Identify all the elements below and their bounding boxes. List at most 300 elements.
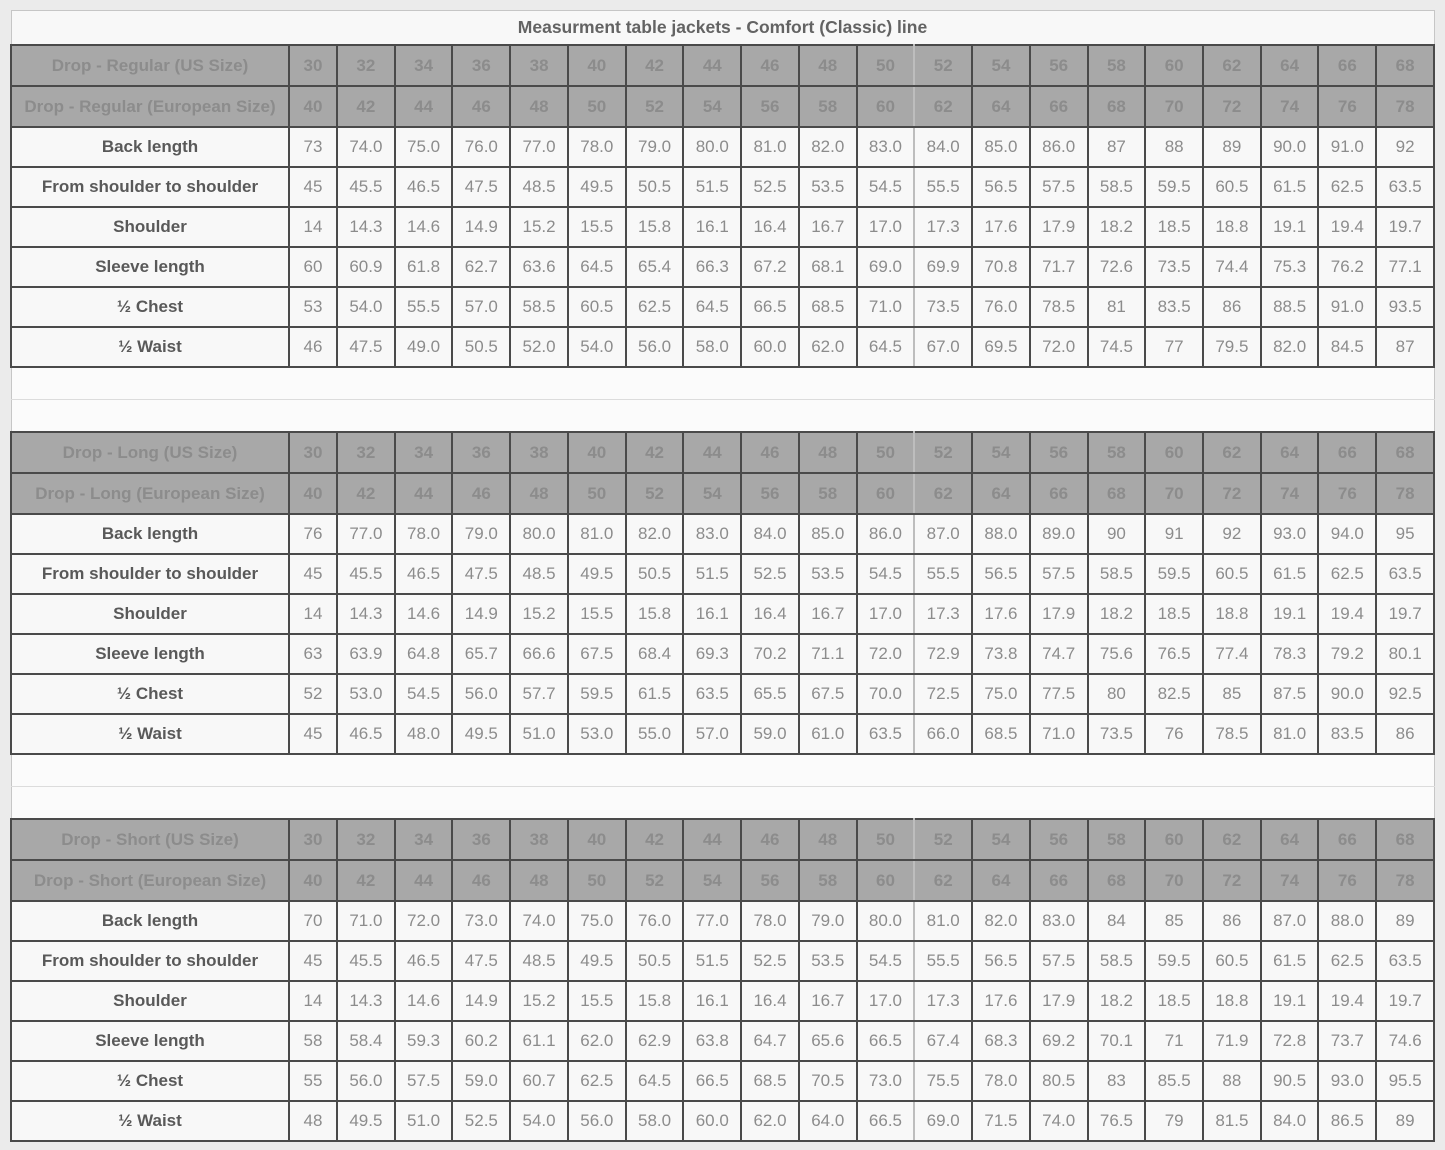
- value-cell: 14.9: [452, 981, 510, 1021]
- value-cell: 70.0: [857, 674, 915, 714]
- size-cell: 40: [289, 86, 337, 127]
- value-cell: 71.5: [972, 1101, 1030, 1141]
- value-cell: 91.0: [1318, 287, 1376, 327]
- value-cell: 79: [1145, 1101, 1203, 1141]
- value-cell: 16.7: [799, 207, 857, 247]
- size-header-row: [11, 86, 1434, 127]
- row-label: From shoulder to shoulder: [11, 941, 289, 981]
- size-cell: 76: [1318, 473, 1376, 514]
- value-cell: 64.5: [626, 1061, 684, 1101]
- size-cell: 40: [289, 473, 337, 514]
- value-cell: 63.5: [857, 714, 915, 754]
- value-cell: 95: [1376, 514, 1434, 554]
- size-header-row: [11, 432, 1434, 473]
- size-cell: 62: [1203, 819, 1261, 860]
- size-cell: 72: [1203, 473, 1261, 514]
- row-label: Shoulder: [11, 981, 289, 1021]
- size-cell: 64: [972, 473, 1030, 514]
- value-cell: 14.3: [337, 207, 395, 247]
- value-cell: 84: [1088, 901, 1146, 941]
- row-label: From shoulder to shoulder: [11, 554, 289, 594]
- value-cell: 45: [289, 167, 337, 207]
- size-cell: 78: [1376, 86, 1434, 127]
- size-header-label: Drop - Short (European Size): [11, 860, 289, 901]
- value-cell: 86.0: [1030, 127, 1088, 167]
- value-cell: 94.0: [1318, 514, 1376, 554]
- value-cell: 62.0: [799, 327, 857, 367]
- value-cell: 78.0: [972, 1061, 1030, 1101]
- value-cell: 71: [1145, 1021, 1203, 1061]
- value-cell: 14.6: [395, 207, 453, 247]
- value-cell: 60.0: [683, 1101, 741, 1141]
- value-cell: 18.5: [1145, 981, 1203, 1021]
- value-cell: 14.3: [337, 594, 395, 634]
- size-header-label: Drop - Regular (European Size): [11, 86, 289, 127]
- value-cell: 78.0: [395, 514, 453, 554]
- value-cell: 50.5: [626, 167, 684, 207]
- size-cell: 60: [1145, 819, 1203, 860]
- row-label: From shoulder to shoulder: [11, 167, 289, 207]
- value-cell: 49.5: [452, 714, 510, 754]
- size-cell: 62: [914, 86, 972, 127]
- value-cell: 85: [1203, 674, 1261, 714]
- value-cell: 53.0: [337, 674, 395, 714]
- measurement-row: [11, 941, 1434, 981]
- size-cell: 46: [741, 819, 799, 860]
- value-cell: 60.9: [337, 247, 395, 287]
- size-cell: 56: [1030, 45, 1088, 86]
- value-cell: 81: [1088, 287, 1146, 327]
- size-cell: 60: [857, 86, 915, 127]
- size-cell: 40: [289, 860, 337, 901]
- value-cell: 85: [1145, 901, 1203, 941]
- value-cell: 45: [289, 714, 337, 754]
- row-label: ½ Waist: [11, 1101, 289, 1141]
- value-cell: 18.2: [1088, 594, 1146, 634]
- value-cell: 79.0: [452, 514, 510, 554]
- value-cell: 76: [289, 514, 337, 554]
- value-cell: 64.5: [683, 287, 741, 327]
- value-cell: 58.0: [683, 327, 741, 367]
- size-cell: 68: [1376, 45, 1434, 86]
- value-cell: 49.5: [568, 941, 626, 981]
- value-cell: 62.5: [1318, 941, 1376, 981]
- value-cell: 76.5: [1145, 634, 1203, 674]
- value-cell: 14: [289, 207, 337, 247]
- value-cell: 75.3: [1261, 247, 1319, 287]
- size-cell: 74: [1261, 473, 1319, 514]
- value-cell: 87.0: [1261, 901, 1319, 941]
- size-cell: 44: [683, 432, 741, 473]
- value-cell: 56.5: [972, 554, 1030, 594]
- value-cell: 68.4: [626, 634, 684, 674]
- value-cell: 19.7: [1376, 207, 1434, 247]
- value-cell: 87.0: [914, 514, 972, 554]
- value-cell: 62.5: [1318, 554, 1376, 594]
- size-cell: 60: [1145, 45, 1203, 86]
- value-cell: 82.0: [799, 127, 857, 167]
- value-cell: 69.0: [914, 1101, 972, 1141]
- value-cell: 74.6: [1376, 1021, 1434, 1061]
- value-cell: 64.5: [857, 327, 915, 367]
- value-cell: 61.5: [1261, 167, 1319, 207]
- row-label: ½ Chest: [11, 674, 289, 714]
- value-cell: 76.0: [452, 127, 510, 167]
- size-cell: 70: [1145, 860, 1203, 901]
- value-cell: 70.8: [972, 247, 1030, 287]
- size-cell: 34: [395, 45, 453, 86]
- section-spacer-row: [11, 400, 1434, 433]
- size-cell: 46: [452, 860, 510, 901]
- row-label: Sleeve length: [11, 1021, 289, 1061]
- value-cell: 74.4: [1203, 247, 1261, 287]
- value-cell: 89.0: [1030, 514, 1088, 554]
- measurement-row: [11, 1021, 1434, 1061]
- value-cell: 17.9: [1030, 594, 1088, 634]
- size-cell: 38: [510, 819, 568, 860]
- section-spacer-cell: [11, 754, 1434, 787]
- value-cell: 95.5: [1376, 1061, 1434, 1101]
- value-cell: 80.1: [1376, 634, 1434, 674]
- value-cell: 54.5: [857, 167, 915, 207]
- measurement-table: [10, 10, 1435, 1142]
- value-cell: 86.0: [857, 514, 915, 554]
- value-cell: 73.5: [914, 287, 972, 327]
- value-cell: 49.5: [337, 1101, 395, 1141]
- value-cell: 49.5: [568, 554, 626, 594]
- size-cell: 52: [914, 45, 972, 86]
- value-cell: 83.5: [1318, 714, 1376, 754]
- value-cell: 79.5: [1203, 327, 1261, 367]
- value-cell: 76.5: [1088, 1101, 1146, 1141]
- row-label: Shoulder: [11, 207, 289, 247]
- size-header-row: [11, 45, 1434, 86]
- measurement-row: [11, 1101, 1434, 1141]
- value-cell: 66.5: [741, 287, 799, 327]
- value-cell: 17.3: [914, 594, 972, 634]
- size-cell: 44: [683, 45, 741, 86]
- size-cell: 58: [1088, 432, 1146, 473]
- title-row: [11, 11, 1434, 46]
- size-cell: 30: [289, 432, 337, 473]
- value-cell: 84.0: [1261, 1101, 1319, 1141]
- value-cell: 75.6: [1088, 634, 1146, 674]
- size-cell: 54: [683, 473, 741, 514]
- value-cell: 58.5: [1088, 941, 1146, 981]
- value-cell: 62.5: [568, 1061, 626, 1101]
- value-cell: 56.0: [626, 327, 684, 367]
- size-cell: 42: [337, 86, 395, 127]
- size-cell: 36: [452, 45, 510, 86]
- size-cell: 34: [395, 432, 453, 473]
- value-cell: 93.5: [1376, 287, 1434, 327]
- value-cell: 66.3: [683, 247, 741, 287]
- value-cell: 66.6: [510, 634, 568, 674]
- measurement-row: [11, 714, 1434, 754]
- value-cell: 72.6: [1088, 247, 1146, 287]
- value-cell: 52.5: [741, 554, 799, 594]
- size-cell: 76: [1318, 86, 1376, 127]
- value-cell: 75.0: [568, 901, 626, 941]
- size-cell: 48: [799, 45, 857, 86]
- value-cell: 57.0: [683, 714, 741, 754]
- value-cell: 79.0: [626, 127, 684, 167]
- value-cell: 84.0: [914, 127, 972, 167]
- value-cell: 18.8: [1203, 594, 1261, 634]
- size-cell: 46: [452, 473, 510, 514]
- size-cell: 44: [395, 86, 453, 127]
- value-cell: 56.0: [568, 1101, 626, 1141]
- size-cell: 76: [1318, 860, 1376, 901]
- value-cell: 56.5: [972, 167, 1030, 207]
- value-cell: 72.9: [914, 634, 972, 674]
- value-cell: 54.5: [857, 941, 915, 981]
- value-cell: 68.5: [741, 1061, 799, 1101]
- value-cell: 77: [1145, 327, 1203, 367]
- value-cell: 63.8: [683, 1021, 741, 1061]
- size-cell: 68: [1088, 473, 1146, 514]
- size-cell: 52: [914, 819, 972, 860]
- value-cell: 55.5: [914, 167, 972, 207]
- section-spacer-row: [11, 367, 1434, 400]
- value-cell: 52.5: [741, 167, 799, 207]
- size-cell: 52: [914, 432, 972, 473]
- size-cell: 52: [626, 86, 684, 127]
- value-cell: 77.0: [683, 901, 741, 941]
- size-cell: 66: [1318, 432, 1376, 473]
- value-cell: 15.8: [626, 981, 684, 1021]
- size-cell: 50: [568, 473, 626, 514]
- value-cell: 14.9: [452, 594, 510, 634]
- value-cell: 52.5: [452, 1101, 510, 1141]
- size-cell: 36: [452, 432, 510, 473]
- measurement-row: [11, 247, 1434, 287]
- value-cell: 80.0: [857, 901, 915, 941]
- size-cell: 58: [799, 86, 857, 127]
- value-cell: 71.7: [1030, 247, 1088, 287]
- value-cell: 51.0: [395, 1101, 453, 1141]
- row-label: Sleeve length: [11, 634, 289, 674]
- page-title: Measurment table jackets - Comfort (Classic) line: [11, 11, 1434, 46]
- value-cell: 52.5: [741, 941, 799, 981]
- value-cell: 65.5: [741, 674, 799, 714]
- row-label: ½ Chest: [11, 1061, 289, 1101]
- value-cell: 74.5: [1088, 327, 1146, 367]
- value-cell: 64.0: [799, 1101, 857, 1141]
- size-header-label: Drop - Long (US Size): [11, 432, 289, 473]
- value-cell: 89: [1203, 127, 1261, 167]
- value-cell: 17.3: [914, 981, 972, 1021]
- value-cell: 81.0: [1261, 714, 1319, 754]
- value-cell: 66.5: [857, 1101, 915, 1141]
- value-cell: 63.5: [1376, 941, 1434, 981]
- value-cell: 51.5: [683, 167, 741, 207]
- size-cell: 50: [568, 860, 626, 901]
- value-cell: 71.0: [1030, 714, 1088, 754]
- value-cell: 78.5: [1203, 714, 1261, 754]
- value-cell: 17.6: [972, 981, 1030, 1021]
- size-cell: 44: [683, 819, 741, 860]
- value-cell: 65.4: [626, 247, 684, 287]
- value-cell: 52.0: [510, 327, 568, 367]
- value-cell: 58.5: [1088, 167, 1146, 207]
- value-cell: 17.0: [857, 981, 915, 1021]
- value-cell: 61.8: [395, 247, 453, 287]
- value-cell: 93.0: [1318, 1061, 1376, 1101]
- section-spacer-cell: [11, 400, 1434, 433]
- value-cell: 83.0: [1030, 901, 1088, 941]
- value-cell: 92: [1376, 127, 1434, 167]
- value-cell: 50.5: [452, 327, 510, 367]
- measurement-row: [11, 1061, 1434, 1101]
- value-cell: 63: [289, 634, 337, 674]
- value-cell: 48.5: [510, 167, 568, 207]
- value-cell: 45: [289, 941, 337, 981]
- value-cell: 60.2: [452, 1021, 510, 1061]
- value-cell: 14: [289, 981, 337, 1021]
- size-cell: 42: [626, 45, 684, 86]
- value-cell: 45.5: [337, 167, 395, 207]
- value-cell: 53.5: [799, 167, 857, 207]
- value-cell: 78.5: [1030, 287, 1088, 327]
- value-cell: 19.1: [1261, 207, 1319, 247]
- value-cell: 54.5: [857, 554, 915, 594]
- value-cell: 54.0: [337, 287, 395, 327]
- measurement-row: [11, 127, 1434, 167]
- value-cell: 57.0: [452, 287, 510, 327]
- value-cell: 15.5: [568, 594, 626, 634]
- value-cell: 69.0: [857, 247, 915, 287]
- size-header-row: [11, 819, 1434, 860]
- size-cell: 58: [1088, 45, 1146, 86]
- section-spacer-cell: [11, 787, 1434, 820]
- size-cell: 58: [799, 473, 857, 514]
- section-spacer-row: [11, 787, 1434, 820]
- value-cell: 58.5: [510, 287, 568, 327]
- value-cell: 49.0: [395, 327, 453, 367]
- value-cell: 86: [1376, 714, 1434, 754]
- value-cell: 74.0: [1030, 1101, 1088, 1141]
- measurement-row: [11, 327, 1434, 367]
- value-cell: 60.5: [1203, 554, 1261, 594]
- value-cell: 58.4: [337, 1021, 395, 1061]
- value-cell: 81.0: [914, 901, 972, 941]
- row-label: Back length: [11, 514, 289, 554]
- value-cell: 73.5: [1145, 247, 1203, 287]
- value-cell: 56.0: [452, 674, 510, 714]
- value-cell: 78.0: [741, 901, 799, 941]
- size-cell: 52: [626, 473, 684, 514]
- value-cell: 89: [1376, 1101, 1434, 1141]
- value-cell: 17.9: [1030, 981, 1088, 1021]
- value-cell: 91: [1145, 514, 1203, 554]
- value-cell: 86: [1203, 287, 1261, 327]
- size-cell: 74: [1261, 860, 1319, 901]
- value-cell: 60: [289, 247, 337, 287]
- size-cell: 34: [395, 819, 453, 860]
- value-cell: 91.0: [1318, 127, 1376, 167]
- value-cell: 16.4: [741, 981, 799, 1021]
- value-cell: 58.0: [626, 1101, 684, 1141]
- size-cell: 54: [683, 86, 741, 127]
- value-cell: 58: [289, 1021, 337, 1061]
- value-cell: 54.0: [510, 1101, 568, 1141]
- value-cell: 64.7: [741, 1021, 799, 1061]
- size-cell: 64: [1261, 45, 1319, 86]
- size-cell: 70: [1145, 86, 1203, 127]
- row-label: Back length: [11, 127, 289, 167]
- size-cell: 42: [626, 819, 684, 860]
- size-header-row: [11, 860, 1434, 901]
- size-cell: 54: [972, 45, 1030, 86]
- value-cell: 71.0: [337, 901, 395, 941]
- size-cell: 40: [568, 819, 626, 860]
- size-cell: 46: [452, 86, 510, 127]
- measurement-row: [11, 981, 1434, 1021]
- value-cell: 77.0: [337, 514, 395, 554]
- value-cell: 72.8: [1261, 1021, 1319, 1061]
- value-cell: 80.0: [510, 514, 568, 554]
- value-cell: 76.2: [1318, 247, 1376, 287]
- value-cell: 62.7: [452, 247, 510, 287]
- value-cell: 18.8: [1203, 207, 1261, 247]
- value-cell: 90.5: [1261, 1061, 1319, 1101]
- value-cell: 72.0: [857, 634, 915, 674]
- size-cell: 40: [568, 432, 626, 473]
- value-cell: 53: [289, 287, 337, 327]
- value-cell: 19.1: [1261, 594, 1319, 634]
- value-cell: 16.1: [683, 594, 741, 634]
- value-cell: 68.1: [799, 247, 857, 287]
- value-cell: 17.6: [972, 207, 1030, 247]
- measurement-row: [11, 207, 1434, 247]
- value-cell: 19.4: [1318, 594, 1376, 634]
- size-cell: 60: [857, 860, 915, 901]
- value-cell: 47.5: [452, 941, 510, 981]
- value-cell: 61.5: [1261, 941, 1319, 981]
- value-cell: 88.0: [1318, 901, 1376, 941]
- size-cell: 62: [914, 473, 972, 514]
- value-cell: 15.8: [626, 594, 684, 634]
- value-cell: 70.5: [799, 1061, 857, 1101]
- value-cell: 73.0: [452, 901, 510, 941]
- value-cell: 16.7: [799, 594, 857, 634]
- value-cell: 67.2: [741, 247, 799, 287]
- measurement-row: [11, 594, 1434, 634]
- value-cell: 63.9: [337, 634, 395, 674]
- value-cell: 75.0: [972, 674, 1030, 714]
- value-cell: 59.5: [1145, 554, 1203, 594]
- value-cell: 73.7: [1318, 1021, 1376, 1061]
- value-cell: 73.0: [857, 1061, 915, 1101]
- size-cell: 30: [289, 45, 337, 86]
- size-cell: 56: [1030, 819, 1088, 860]
- value-cell: 79.2: [1318, 634, 1376, 674]
- value-cell: 81.0: [568, 514, 626, 554]
- value-cell: 15.2: [510, 981, 568, 1021]
- value-cell: 55.5: [914, 554, 972, 594]
- value-cell: 14.3: [337, 981, 395, 1021]
- size-cell: 46: [741, 45, 799, 86]
- size-cell: 30: [289, 819, 337, 860]
- value-cell: 85.0: [799, 514, 857, 554]
- value-cell: 67.4: [914, 1021, 972, 1061]
- size-cell: 68: [1376, 819, 1434, 860]
- size-cell: 48: [510, 860, 568, 901]
- value-cell: 62.9: [626, 1021, 684, 1061]
- size-cell: 64: [1261, 432, 1319, 473]
- value-cell: 89: [1376, 901, 1434, 941]
